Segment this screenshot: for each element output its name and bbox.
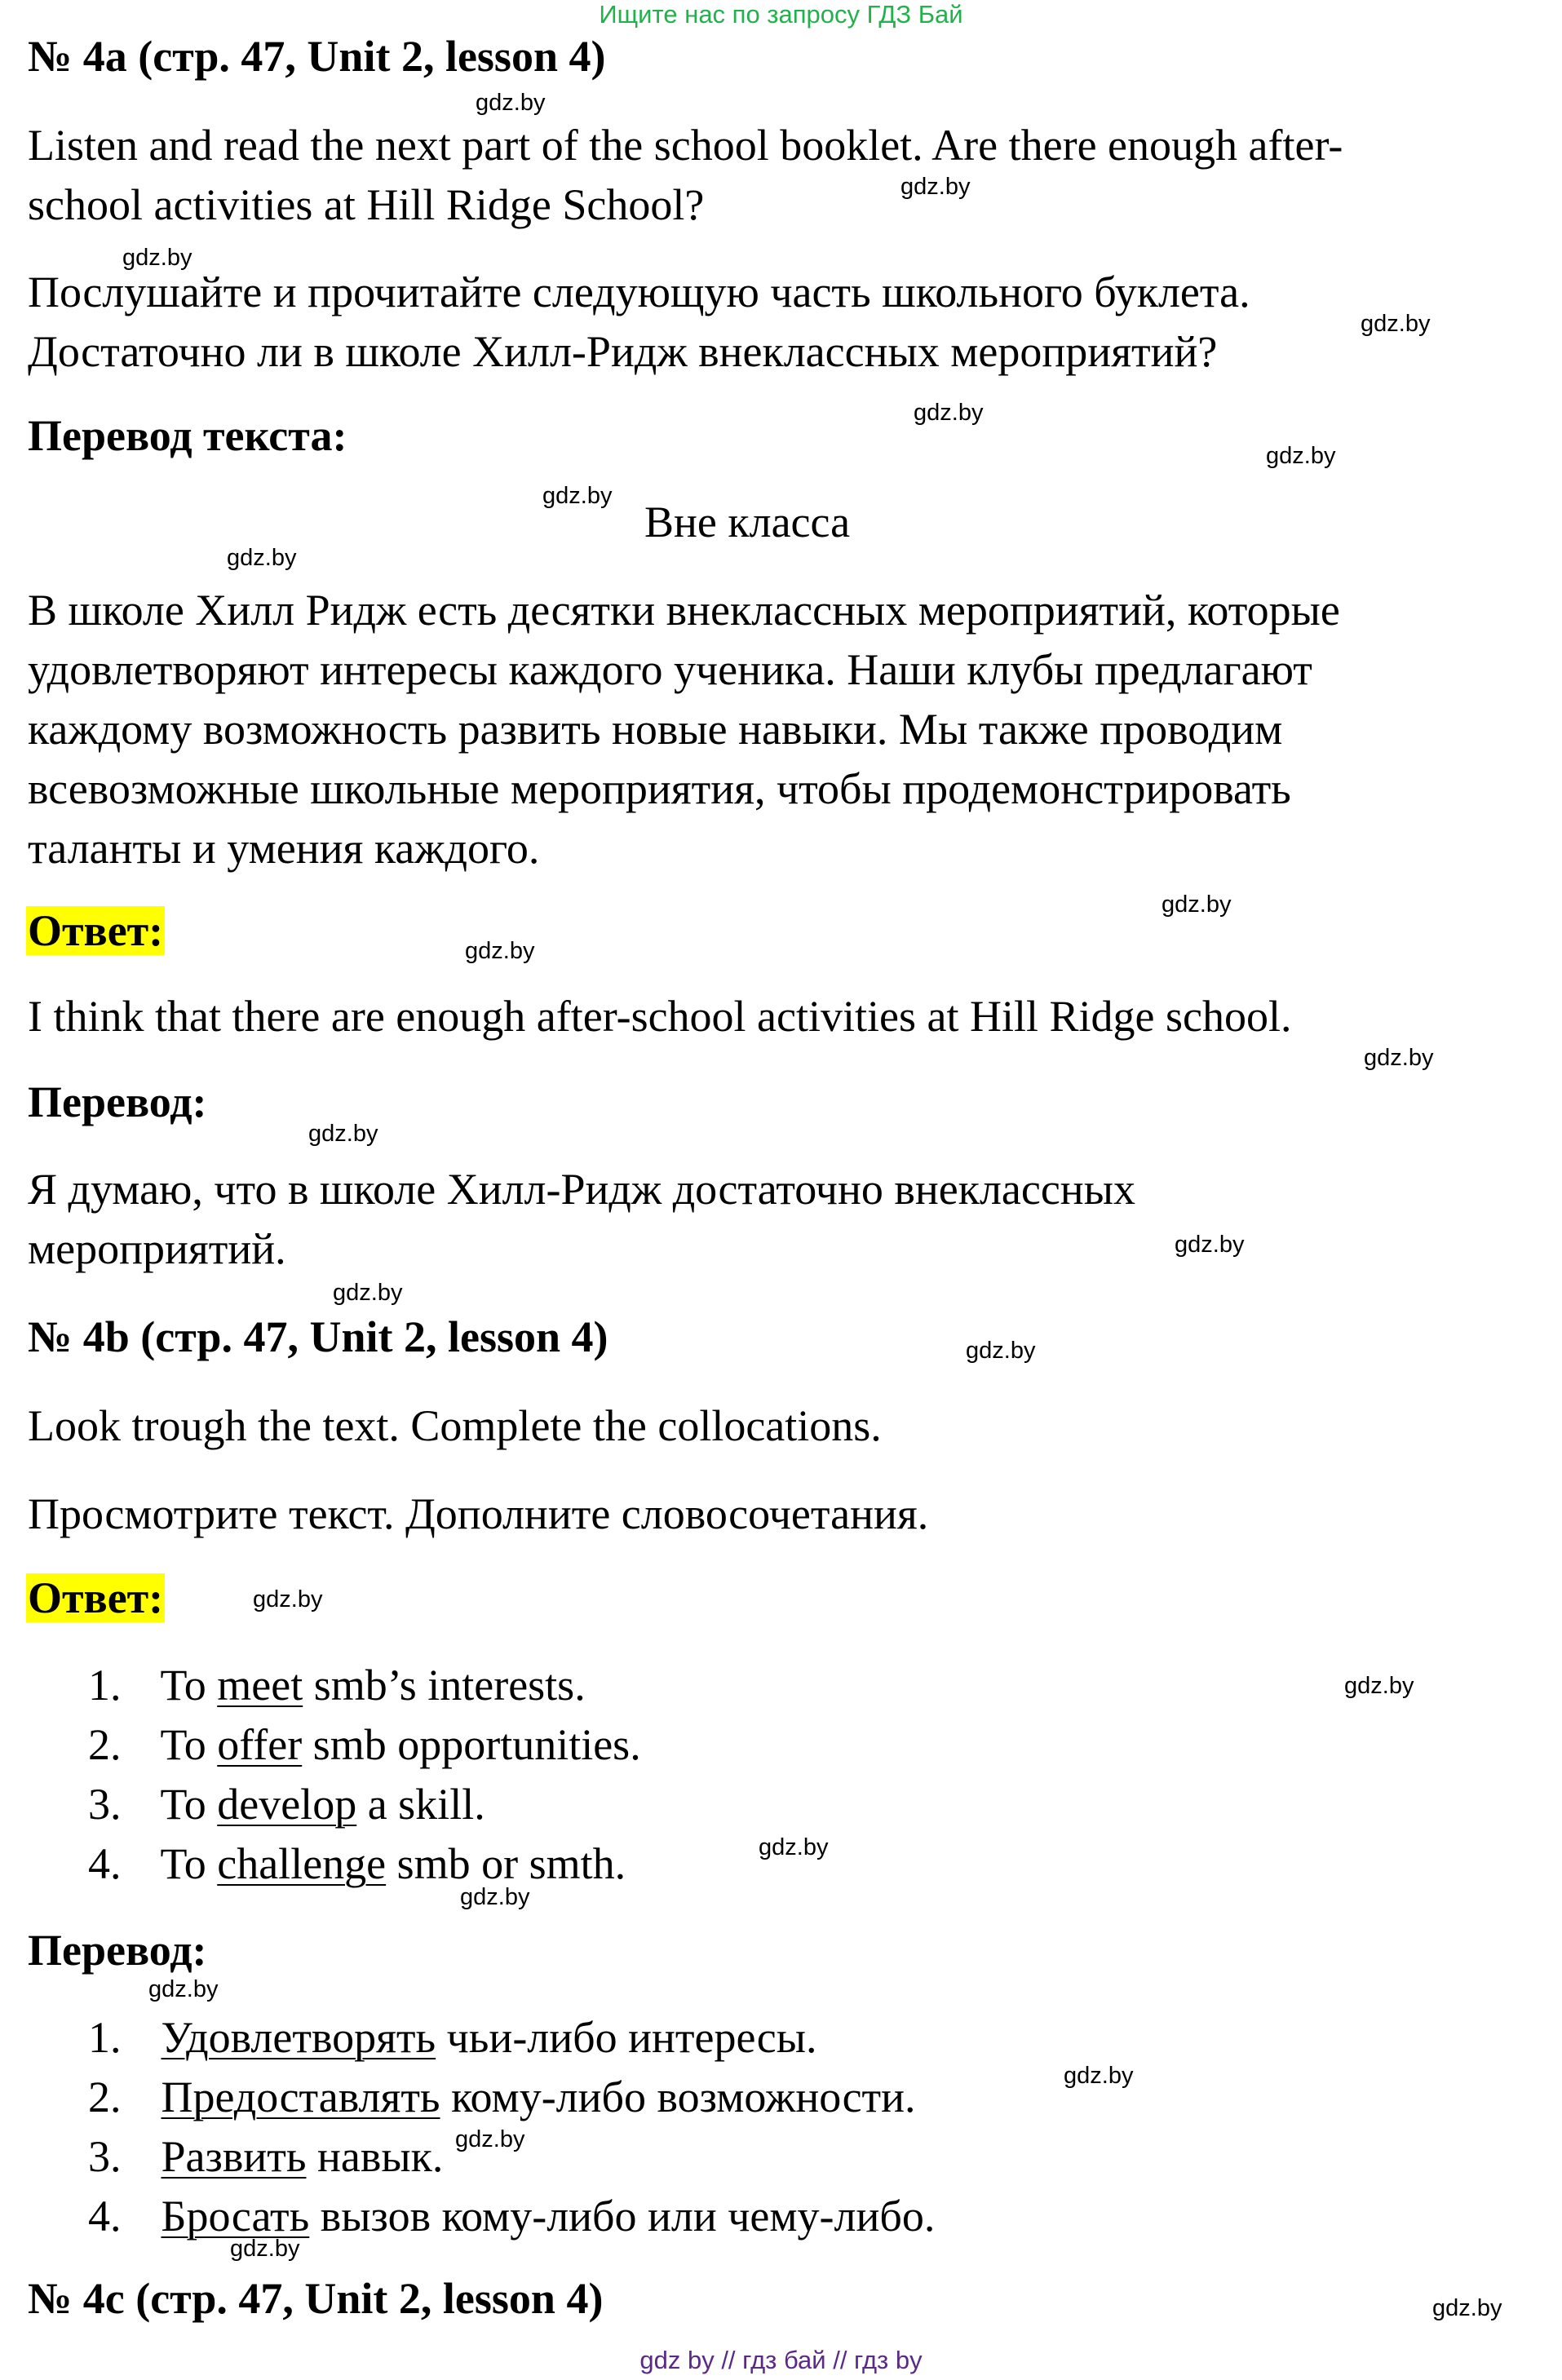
answer-translation (28, 1160, 1135, 1279)
list-text: To (160, 1661, 218, 1710)
watermark: gdz.by (308, 1121, 378, 1147)
watermark: gdz.by (1432, 2295, 1502, 2321)
list-text: кому-либо возможности. (440, 2073, 916, 2121)
list-number: 2. (88, 2073, 122, 2121)
task-4a-heading: № 4a (стр. 47, Unit 2, lesson 4) (28, 32, 606, 81)
watermark: gdz.by (1361, 311, 1431, 337)
list-text: To (160, 1780, 218, 1829)
list-number: 4. (88, 1839, 122, 1888)
text-title: Вне класса (644, 498, 851, 546)
watermark: gdz.by (759, 1834, 829, 1860)
watermark: gdz.by (1175, 1232, 1245, 1258)
footer-links[interactable]: gdz by // гдз бай // гдз by (639, 2346, 923, 2374)
list-item (88, 2127, 443, 2187)
list-text: smb’s interests. (303, 1661, 586, 1710)
list-item (88, 1656, 586, 1715)
list-number: 3. (88, 2132, 122, 2181)
collocation-word: meet (217, 1661, 303, 1710)
watermark: gdz.by (1064, 2063, 1134, 2089)
list-number: 1. (88, 1661, 122, 1710)
watermark: gdz.by (966, 1338, 1036, 1364)
answer-text: I think that there are enough after-school activities at Hill Ridge school. (28, 992, 1292, 1041)
text-line: Я думаю, что в школе Хилл-Ридж достаточно внеклассных (28, 1165, 1135, 1214)
list-text: smb or smth. (386, 1839, 626, 1888)
collocation-word: challenge (217, 1839, 387, 1888)
collocation-word: Удовлетворять (161, 2013, 436, 2062)
task-4a-instruction-en (28, 116, 1343, 235)
instruction-line: Достаточно ли в школе Хилл-Ридж внеклассных мероприятий? (28, 327, 1218, 376)
text-line: мероприятий. (28, 1224, 286, 1273)
watermark: gdz.by (1364, 1045, 1434, 1071)
list-number: 1. (88, 2013, 122, 2062)
list-number: 2. (88, 1720, 122, 1769)
translated-text (28, 581, 1340, 878)
translation-label: Перевод: (28, 1077, 207, 1126)
translation-label: Перевод текста: (28, 411, 347, 460)
watermark: gdz.by (1162, 891, 1232, 918)
text-line: В школе Хилл Ридж есть десятки внеклассных мероприятий, которые (28, 586, 1340, 635)
list-text: чьи-либо интересы. (436, 2013, 817, 2062)
watermark: gdz.by (476, 90, 546, 116)
watermark: gdz.by (460, 1884, 530, 1910)
text-line: каждому возможность развить новые навыки. Мы также проводим (28, 705, 1283, 754)
collocation-word: offer (217, 1720, 303, 1769)
list-text: To (160, 1720, 218, 1769)
instruction-line: Listen and read the next part of the school booklet. Are there enough after- (28, 121, 1343, 170)
instruction-line: school activities at Hill Ridge School? (28, 180, 705, 229)
watermark: gdz.by (455, 2126, 525, 2152)
watermark: gdz.by (1266, 443, 1336, 469)
list-item (88, 2187, 935, 2246)
watermark: gdz.by (465, 938, 535, 964)
text-line: удовлетворяют интересы каждого ученика. Наши клубы предлагают (28, 645, 1312, 694)
list-text: вызов кому-либо или чему-либо. (309, 2192, 936, 2241)
list-text: a skill. (356, 1780, 485, 1829)
collocation-word: Предоставлять (161, 2073, 440, 2121)
search-banner[interactable]: Ищите нас по запросу ГДЗ Бай (599, 0, 963, 29)
watermark: gdz.by (1344, 1673, 1414, 1699)
collocation-word: Бросать (161, 2192, 310, 2241)
answer-label: Ответ: (28, 1573, 164, 1622)
task-4b-instruction-ru: Просмотрите текст. Дополните словосочетания. (28, 1489, 929, 1538)
watermark: gdz.by (227, 545, 297, 571)
answer-label: Ответ: (28, 906, 164, 955)
list-item (88, 1715, 641, 1775)
text-line: таланты и умения каждого. (28, 824, 540, 873)
list-item (88, 1834, 626, 1894)
translation-label: Перевод: (28, 1926, 207, 1975)
list-text: навык. (306, 2132, 444, 2181)
watermark: gdz.by (253, 1586, 323, 1612)
watermark: gdz.by (230, 2236, 300, 2262)
list-text: smb opportunities. (302, 1720, 641, 1769)
list-item (88, 1775, 485, 1834)
task-4c-heading: № 4c (стр. 47, Unit 2, lesson 4) (28, 2274, 604, 2323)
watermark: gdz.by (542, 483, 613, 509)
text-line: всевозможные школьные мероприятия, чтобы продемонстрировать (28, 764, 1291, 813)
list-item (88, 2008, 817, 2068)
collocation-word: Развить (161, 2132, 307, 2181)
watermark: gdz.by (148, 1976, 219, 2002)
watermark: gdz.by (900, 174, 971, 200)
task-4b-heading: № 4b (стр. 47, Unit 2, lesson 4) (28, 1312, 608, 1361)
list-item (88, 2068, 916, 2127)
list-number: 3. (88, 1780, 122, 1829)
task-4b-instruction-en: Look trough the text. Complete the collocations. (28, 1401, 882, 1450)
watermark: gdz.by (333, 1280, 403, 1306)
collocation-word: develop (217, 1780, 357, 1829)
instruction-line: Послушайте и прочитайте следующую часть школьного буклета. (28, 268, 1250, 316)
list-number: 4. (88, 2192, 122, 2241)
watermark: gdz.by (914, 400, 984, 426)
task-4a-instruction-ru (28, 263, 1250, 382)
watermark: gdz.by (122, 245, 192, 271)
list-text: To (160, 1839, 218, 1888)
